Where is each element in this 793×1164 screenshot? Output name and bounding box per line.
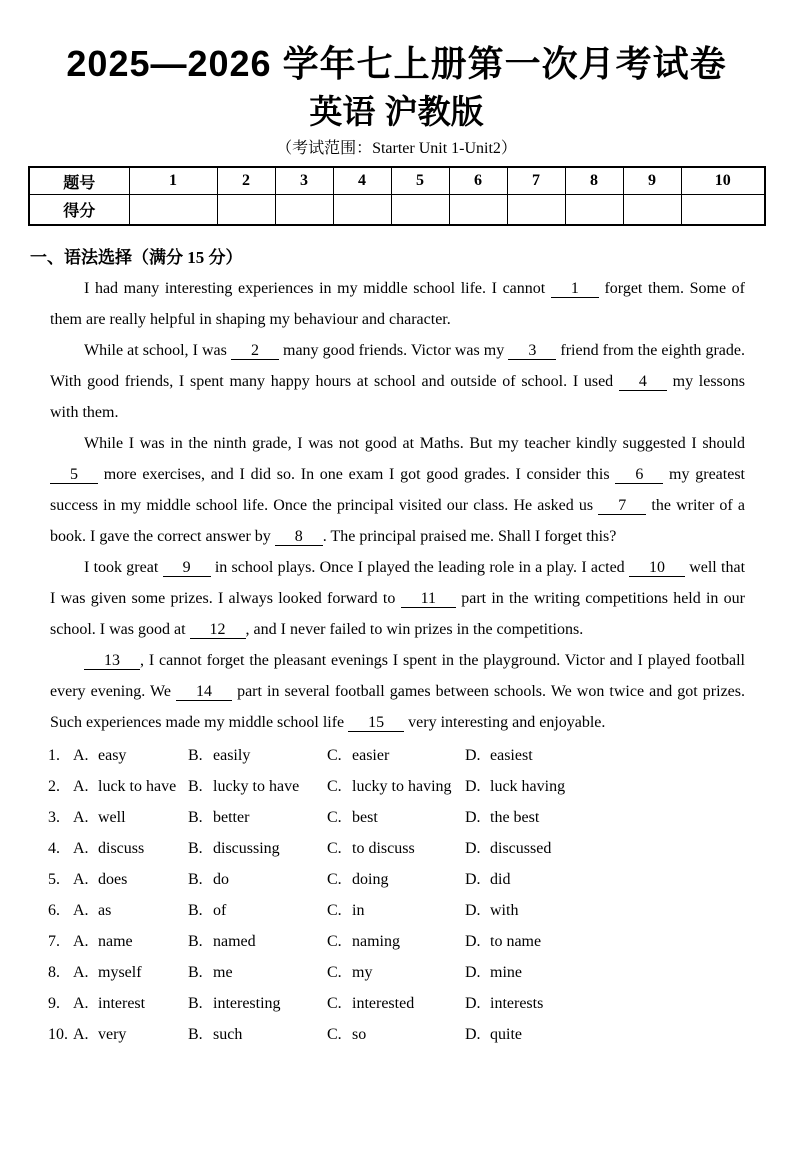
option-letter: A. [73,809,89,827]
option-choice-c [327,740,465,771]
option-letter: C. [327,902,342,920]
option-choice-b [188,1019,327,1050]
option-letter: B. [188,1026,203,1044]
option-letter: D. [465,809,481,827]
blank-7: 7 [598,497,646,515]
option-letter: A. [73,747,89,765]
option-number: 9. [48,995,60,1013]
option-choice-b [188,926,327,957]
option-choice-c [327,771,465,802]
option-choice-c [327,926,465,957]
exam-scope-note: （考试范围：Starter Unit 1-Unit2） [276,140,517,158]
option-letter: C. [327,871,342,889]
option-text: interested [352,995,415,1013]
option-number: 6. [48,902,60,920]
option-choice-b [188,740,327,771]
option-text: naming [352,933,400,951]
option-text: interesting [213,995,281,1013]
option-letter: A. [73,902,89,920]
option-choice-d [465,740,793,771]
score-cell [391,195,449,226]
exam-title: 2025—2026 学年七上册第一次月考试卷 [66,43,727,84]
option-text: doing [352,871,389,889]
option-choice-d [465,957,793,988]
option-choice-c [327,1019,465,1050]
question-number-cell: 4 [333,167,391,195]
option-choice-d [465,926,793,957]
score-cell [333,195,391,226]
option-letter: C. [327,778,342,796]
option-text: myself [98,964,142,982]
option-text: to discuss [352,840,415,858]
option-letter: B. [188,933,203,951]
option-choice-a [73,771,188,802]
option-number: 8. [48,964,60,982]
option-letter: B. [188,809,203,827]
option-text: lucky to have [213,778,300,796]
score-cell [507,195,565,226]
option-text: very [98,1026,127,1044]
option-choice-b [188,864,327,895]
option-letter: D. [465,840,481,858]
option-letter: C. [327,964,342,982]
option-number: 10. [48,1026,68,1044]
option-row-10 [48,1019,793,1050]
option-text: of [213,902,227,920]
option-row-5 [48,864,793,895]
option-text: with [490,902,519,920]
option-choice-b [188,771,327,802]
option-letter: B. [188,840,203,858]
option-row-6 [48,895,793,926]
score-table [28,166,766,226]
option-choice-a [73,988,188,1019]
option-text: such [213,1026,243,1044]
option-text: interests [490,995,544,1013]
option-text: named [213,933,256,951]
question-number-cell: 2 [217,167,275,195]
option-number: 2. [48,778,60,796]
options-list [48,740,793,1050]
blank-10: 10 [629,559,685,577]
passage-paragraph-3: While I was in the ninth grade, I was not good at Maths. But my teacher kindly suggested I should 5 more exercises, and I did so. In one exam I got good grades. I consider this 6 my greatest success in my middle school life. Once the principal visited our class. He asked us 7 the writer of a book. I gave the correct answer by 8 . The principal praised me. Shall I forget this? [50,435,745,546]
score-cell [449,195,507,226]
option-choice-c [327,802,465,833]
option-choice-d [465,988,793,1019]
option-row-2 [48,771,793,802]
score-row-header: 得分 [29,195,129,226]
score-table-question-row [29,167,765,195]
option-letter: C. [327,995,342,1013]
question-number-cell: 9 [623,167,681,195]
option-row-8 [48,957,793,988]
option-text: name [98,933,133,951]
option-letter: A. [73,995,89,1013]
score-cell [681,195,765,226]
option-choice-a [73,895,188,926]
passage-paragraph-1: I had many interesting experiences in my middle school life. I cannot 1 forget them. Some of them are really helpful in shaping my behaviour and character. [50,280,745,329]
option-letter: A. [73,1026,89,1044]
blank-4: 4 [619,373,667,391]
option-text: to name [490,933,542,951]
option-row-7 [48,926,793,957]
option-choice-d [465,802,793,833]
option-letter: B. [188,964,203,982]
option-choice-c [327,895,465,926]
option-choice-a [73,957,188,988]
option-letter: B. [188,995,203,1013]
option-letter: B. [188,902,203,920]
option-choice-c [327,988,465,1019]
score-table-score-row [29,195,765,226]
blank-12: 12 [190,621,246,639]
option-choice-c [327,833,465,864]
option-choice-d [465,833,793,864]
option-choice-a [73,926,188,957]
option-choice-b [188,895,327,926]
option-choice-b [188,957,327,988]
option-choice-b [188,988,327,1019]
option-text: easier [352,747,390,765]
option-text: my [352,964,373,982]
question-number-cell: 7 [507,167,565,195]
option-text: easily [213,747,251,765]
option-choice-c [327,864,465,895]
option-choice-d [465,864,793,895]
option-choice-a [73,833,188,864]
option-text: luck to have [98,778,177,796]
option-text: quite [490,1026,522,1044]
option-row-4 [48,833,793,864]
option-choice-a [73,864,188,895]
option-choice-a [73,740,188,771]
option-number: 7. [48,933,60,951]
option-number: 5. [48,871,60,889]
option-letter: C. [327,840,342,858]
option-text: as [98,902,112,920]
option-letter: D. [465,778,481,796]
score-cell [129,195,217,226]
option-text: well [98,809,126,827]
exam-subtitle: 英语 沪教版 [309,93,484,131]
option-text: lucky to having [352,778,452,796]
blank-9: 9 [163,559,211,577]
option-text: the best [490,809,540,827]
option-text: better [213,809,250,827]
option-row-1 [48,740,793,771]
option-letter: A. [73,933,89,951]
option-text: mine [490,964,522,982]
passage-paragraph-5: 13 , I cannot forget the pleasant evenings I spent in the playground. Victor and I played football every evening. We 14 part in several football games between schools. We won twice and got prizes. Such experiences made my middle school life 15 very interesting and enjoyable. [50,652,746,732]
score-cell [623,195,681,226]
option-text: luck having [490,778,566,796]
blank-2: 2 [231,342,279,360]
option-letter: D. [465,871,481,889]
blank-14: 14 [176,683,232,701]
question-number-cell: 3 [275,167,333,195]
cloze-passage [50,273,745,738]
question-number-cell: 1 [129,167,217,195]
option-choice-b [188,802,327,833]
option-letter: A. [73,871,89,889]
option-letter: D. [465,747,481,765]
option-choice-b [188,833,327,864]
option-letter: D. [465,933,481,951]
option-text: easiest [490,747,533,765]
option-letter: B. [188,871,203,889]
option-text: discuss [98,840,145,858]
option-letter: D. [465,995,481,1013]
option-letter: B. [188,747,203,765]
blank-8: 8 [275,528,323,546]
option-letter: A. [73,964,89,982]
section-heading: 一、语法选择（满分 15 分） [30,248,243,268]
option-text: in [352,902,365,920]
score-cell [217,195,275,226]
question-number-cell: 6 [449,167,507,195]
blank-15: 15 [348,714,404,732]
option-text: do [213,871,229,889]
blank-1: 1 [551,280,599,298]
score-cell [275,195,333,226]
question-number-cell: 10 [681,167,765,195]
option-letter: D. [465,964,481,982]
passage-paragraph-4: I took great 9 in school plays. Once I played the leading role in a play. I acted 10 well that I was given some prizes. I always looked forward to 11 part in the writing competitions held in our school. I was good at 12 , and I never failed to win prizes in the competitions. [50,559,746,639]
option-choice-c [327,957,465,988]
option-letter: B. [188,778,203,796]
question-row-header: 题号 [29,167,129,195]
option-number: 1. [48,747,60,765]
option-letter: A. [73,840,89,858]
option-text: best [352,809,378,827]
option-number: 3. [48,809,60,827]
option-letter: C. [327,933,342,951]
blank-13: 13 [84,652,140,670]
option-choice-d [465,1019,793,1050]
option-number: 4. [48,840,60,858]
option-choice-a [73,1019,188,1050]
blank-6: 6 [615,466,663,484]
option-text: so [352,1026,367,1044]
blank-3: 3 [508,342,556,360]
option-text: discussing [213,840,280,858]
option-letter: C. [327,1026,342,1044]
option-text: me [213,964,233,982]
option-choice-d [465,771,793,802]
option-text: interest [98,995,146,1013]
option-choice-d [465,895,793,926]
blank-5: 5 [50,466,98,484]
option-letter: D. [465,1026,481,1044]
option-row-3 [48,802,793,833]
option-text: discussed [490,840,552,858]
option-letter: C. [327,809,342,827]
option-letter: A. [73,778,89,796]
score-cell [565,195,623,226]
blank-11: 11 [401,590,456,608]
option-text: does [98,871,128,889]
score-table-body [29,167,765,225]
option-choice-a [73,802,188,833]
question-number-cell: 8 [565,167,623,195]
option-letter: C. [327,747,342,765]
option-text: did [490,871,511,889]
option-row-9 [48,988,793,1019]
option-text: easy [98,747,127,765]
exam-paper-page [0,42,793,1164]
option-letter: D. [465,902,481,920]
passage-paragraph-2: While at school, I was 2 many good friends. Victor was my 3 friend from the eighth grade. With good friends, I spent many happy hours at school and outside of school. I used 4 my lessons with them. [50,342,746,422]
question-number-cell: 5 [391,167,449,195]
